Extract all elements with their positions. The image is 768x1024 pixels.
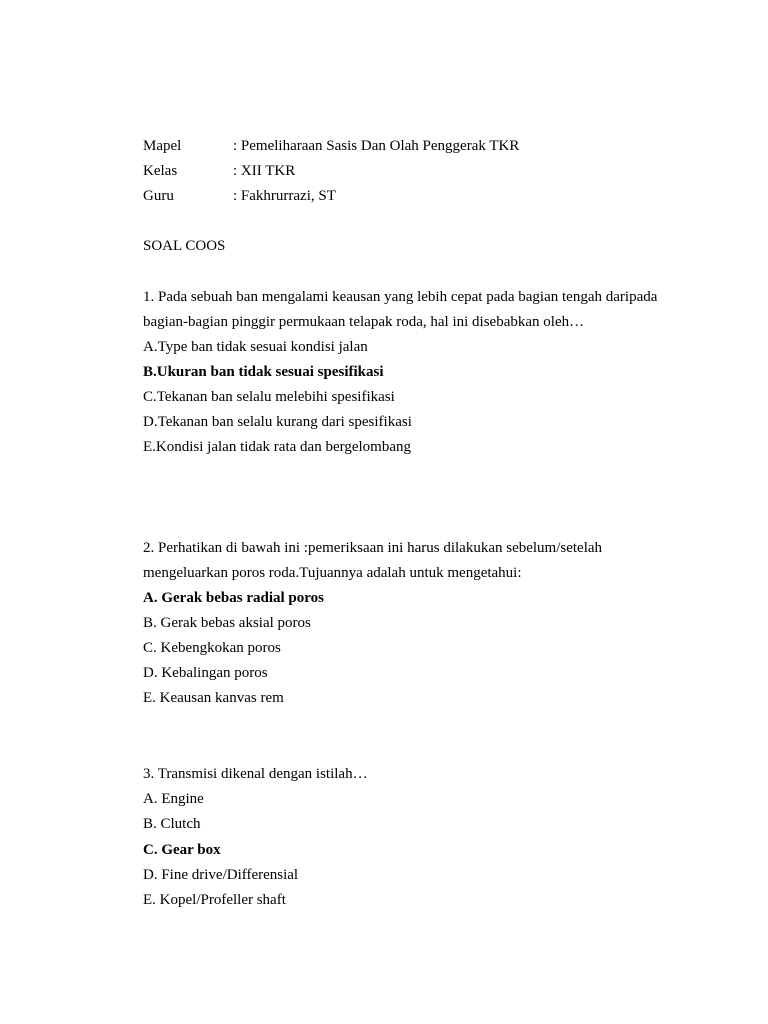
- question-2-option-c: C. Kebengkokan poros: [143, 640, 281, 656]
- question-3-option-d: D. Fine drive/Differensial: [143, 867, 299, 883]
- question-2-option-e: E. Keausan kanvas rem: [143, 690, 284, 706]
- question-1-option-d: D.Tekanan ban selalu kurang dari spesifikasi: [143, 414, 412, 430]
- question-1-text-line-2: bagian-bagian pinggir permukaan telapak roda, hal ini disebabkan oleh…: [143, 314, 585, 330]
- question-2-option-a-answer: A. Gerak bebas radial poros: [143, 590, 324, 606]
- question-2-option-b: B. Gerak bebas aksial poros: [143, 615, 311, 631]
- question-3-text-line-1: 3. Transmisi dikenal dengan istilah…: [143, 766, 368, 782]
- header-value: : XII TKR: [233, 163, 296, 179]
- header-row-guru: [143, 187, 336, 205]
- question-1-text-line-1: 1. Pada sebuah ban mengalami keausan yang lebih cepat pada bagian tengah daripada: [143, 289, 658, 305]
- header-row-mapel: [143, 137, 519, 155]
- question-1-option-e: E.Kondisi jalan tidak rata dan bergelombang: [143, 439, 411, 455]
- document-title: SOAL COOS: [143, 238, 226, 254]
- question-3-option-a: A. Engine: [143, 791, 204, 807]
- header-label: Guru: [143, 188, 174, 204]
- question-1-option-a: A.Type ban tidak sesuai kondisi jalan: [143, 339, 368, 355]
- header-value: : Fakhrurrazi, ST: [233, 188, 336, 204]
- question-3-option-b: B. Clutch: [143, 816, 201, 832]
- question-1-option-c: C.Tekanan ban selalu melebihi spesifikasi: [143, 389, 395, 405]
- header-label: Kelas: [143, 163, 178, 179]
- question-2-text-line-1: 2. Perhatikan di bawah ini :pemeriksaan ini harus dilakukan sebelum/setelah: [143, 540, 603, 556]
- header-value: : Pemeliharaan Sasis Dan Olah Penggerak TKR: [233, 138, 520, 154]
- question-3-option-e: E. Kopel/Profeller shaft: [143, 892, 286, 908]
- question-3-option-c-answer: C. Gear box: [143, 842, 221, 858]
- header-label: Mapel: [143, 138, 182, 154]
- header-row-kelas: [143, 162, 295, 180]
- question-2-text-line-2: mengeluarkan poros roda.Tujuannya adalah untuk mengetahui:: [143, 565, 522, 581]
- question-1-option-b-answer: B.Ukuran ban tidak sesuai spesifikasi: [143, 364, 384, 380]
- question-2-option-d: D. Kebalingan poros: [143, 665, 268, 681]
